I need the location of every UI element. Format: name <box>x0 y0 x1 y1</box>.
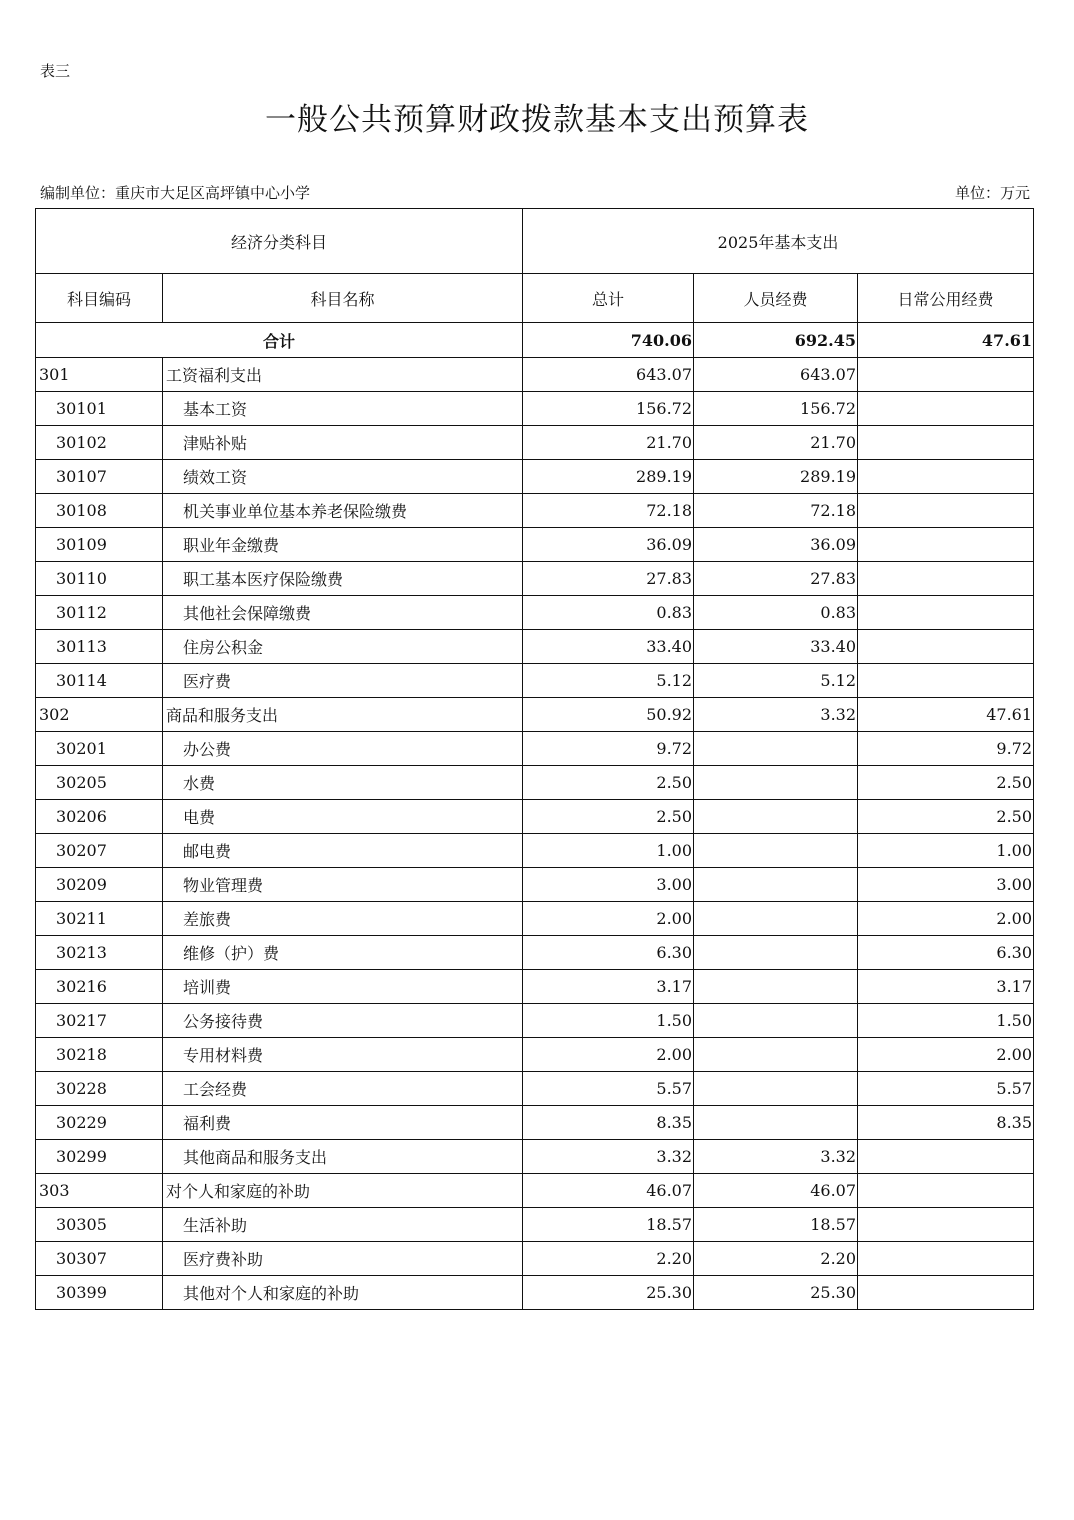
row-total: 1.50 <box>523 1004 694 1038</box>
row-name: 福利费 <box>163 1106 523 1140</box>
row-personnel <box>694 834 858 868</box>
row-total: 2.00 <box>523 1038 694 1072</box>
total-total: 740.06 <box>523 323 694 358</box>
table-row <box>36 1140 1034 1174</box>
table-row <box>36 358 1034 392</box>
row-total: 9.72 <box>523 732 694 766</box>
row-code: 30217 <box>36 1004 163 1038</box>
row-personnel <box>694 936 858 970</box>
budget-table <box>35 208 1034 1310</box>
row-personnel: 46.07 <box>694 1174 858 1208</box>
row-public <box>858 528 1034 562</box>
row-personnel <box>694 902 858 936</box>
row-total: 5.57 <box>523 1072 694 1106</box>
row-personnel <box>694 970 858 1004</box>
table-row <box>36 1208 1034 1242</box>
row-total: 156.72 <box>523 392 694 426</box>
row-name: 物业管理费 <box>163 868 523 902</box>
row-code: 30399 <box>36 1276 163 1310</box>
row-personnel: 18.57 <box>694 1208 858 1242</box>
row-name: 其他对个人和家庭的补助 <box>163 1276 523 1310</box>
table-row <box>36 392 1034 426</box>
row-public <box>858 494 1034 528</box>
row-personnel: 36.09 <box>694 528 858 562</box>
row-public: 2.00 <box>858 1038 1034 1072</box>
total-label: 合计 <box>36 323 523 358</box>
row-public <box>858 1276 1034 1310</box>
table-row <box>36 834 1034 868</box>
row-total: 0.83 <box>523 596 694 630</box>
row-public <box>858 1174 1034 1208</box>
table-row <box>36 1242 1034 1276</box>
row-name: 津贴补贴 <box>163 426 523 460</box>
row-personnel: 2.20 <box>694 1242 858 1276</box>
row-public: 5.57 <box>858 1072 1034 1106</box>
table-row <box>36 766 1034 800</box>
row-name: 工资福利支出 <box>163 358 523 392</box>
table-row <box>36 528 1034 562</box>
row-name: 医疗费 <box>163 664 523 698</box>
row-personnel: 27.83 <box>694 562 858 596</box>
row-public <box>858 460 1034 494</box>
row-total: 27.83 <box>523 562 694 596</box>
header-basic-expense: 2025年基本支出 <box>523 209 1034 274</box>
table-row <box>36 494 1034 528</box>
row-name: 其他社会保障缴费 <box>163 596 523 630</box>
row-code: 30209 <box>36 868 163 902</box>
table-row <box>36 1276 1034 1310</box>
row-name: 商品和服务支出 <box>163 698 523 732</box>
row-code: 30305 <box>36 1208 163 1242</box>
org-name: 编制单位：重庆市大足区高坪镇中心小学 <box>40 184 311 202</box>
row-personnel: 25.30 <box>694 1276 858 1310</box>
row-public: 2.50 <box>858 800 1034 834</box>
row-code: 30114 <box>36 664 163 698</box>
table-row <box>36 868 1034 902</box>
row-code: 30299 <box>36 1140 163 1174</box>
table-row <box>36 426 1034 460</box>
row-total: 2.50 <box>523 800 694 834</box>
row-code: 30211 <box>36 902 163 936</box>
row-personnel <box>694 1004 858 1038</box>
row-personnel: 643.07 <box>694 358 858 392</box>
row-total: 5.12 <box>523 664 694 698</box>
row-public <box>858 596 1034 630</box>
row-total: 50.92 <box>523 698 694 732</box>
row-public <box>858 630 1034 664</box>
row-public: 3.17 <box>858 970 1034 1004</box>
page-title: 一般公共预算财政拨款基本支出预算表 <box>265 102 809 138</box>
row-personnel <box>694 1106 858 1140</box>
table-row <box>36 562 1034 596</box>
row-public <box>858 1208 1034 1242</box>
row-code: 303 <box>36 1174 163 1208</box>
row-code: 30102 <box>36 426 163 460</box>
row-personnel: 0.83 <box>694 596 858 630</box>
row-personnel <box>694 1038 858 1072</box>
row-code: 30101 <box>36 392 163 426</box>
row-name: 公务接待费 <box>163 1004 523 1038</box>
row-total: 21.70 <box>523 426 694 460</box>
row-personnel <box>694 800 858 834</box>
row-name: 绩效工资 <box>163 460 523 494</box>
row-personnel: 3.32 <box>694 698 858 732</box>
row-public <box>858 358 1034 392</box>
row-public <box>858 426 1034 460</box>
row-name: 对个人和家庭的补助 <box>163 1174 523 1208</box>
header-total: 总计 <box>523 274 694 323</box>
row-public <box>858 1140 1034 1174</box>
row-personnel <box>694 1072 858 1106</box>
row-total: 18.57 <box>523 1208 694 1242</box>
header-code: 科目编码 <box>36 274 163 323</box>
table-row <box>36 596 1034 630</box>
row-name: 维修（护）费 <box>163 936 523 970</box>
row-code: 30109 <box>36 528 163 562</box>
row-public <box>858 562 1034 596</box>
row-code: 30307 <box>36 1242 163 1276</box>
table-row <box>36 460 1034 494</box>
row-public: 47.61 <box>858 698 1034 732</box>
row-name: 工会经费 <box>163 1072 523 1106</box>
table-row <box>36 1004 1034 1038</box>
row-total: 8.35 <box>523 1106 694 1140</box>
header-name: 科目名称 <box>163 274 523 323</box>
row-total: 46.07 <box>523 1174 694 1208</box>
row-name: 电费 <box>163 800 523 834</box>
table-label: 表三 <box>40 62 71 80</box>
row-code: 30113 <box>36 630 163 664</box>
header-econ-class: 经济分类科目 <box>36 209 523 274</box>
row-name: 住房公积金 <box>163 630 523 664</box>
row-personnel: 3.32 <box>694 1140 858 1174</box>
row-code: 30205 <box>36 766 163 800</box>
row-personnel: 72.18 <box>694 494 858 528</box>
row-public: 2.00 <box>858 902 1034 936</box>
row-name: 其他商品和服务支出 <box>163 1140 523 1174</box>
row-total: 643.07 <box>523 358 694 392</box>
row-name: 机关事业单位基本养老保险缴费 <box>163 494 523 528</box>
table-row <box>36 1072 1034 1106</box>
row-name: 水费 <box>163 766 523 800</box>
row-personnel: 5.12 <box>694 664 858 698</box>
row-name: 基本工资 <box>163 392 523 426</box>
row-total: 6.30 <box>523 936 694 970</box>
row-public <box>858 1242 1034 1276</box>
row-name: 医疗费补助 <box>163 1242 523 1276</box>
table-row <box>36 732 1034 766</box>
row-public: 1.00 <box>858 834 1034 868</box>
total-personnel: 692.45 <box>694 323 858 358</box>
row-total: 33.40 <box>523 630 694 664</box>
table-row <box>36 698 1034 732</box>
row-code: 30213 <box>36 936 163 970</box>
row-total: 2.00 <box>523 902 694 936</box>
row-code: 30218 <box>36 1038 163 1072</box>
row-total: 3.17 <box>523 970 694 1004</box>
header-row-top <box>36 209 1034 274</box>
row-code: 30108 <box>36 494 163 528</box>
row-total: 2.20 <box>523 1242 694 1276</box>
row-public: 6.30 <box>858 936 1034 970</box>
row-public: 8.35 <box>858 1106 1034 1140</box>
row-personnel <box>694 868 858 902</box>
table-row <box>36 1038 1034 1072</box>
row-personnel: 156.72 <box>694 392 858 426</box>
row-code: 30216 <box>36 970 163 1004</box>
row-code: 30112 <box>36 596 163 630</box>
table-row <box>36 970 1034 1004</box>
row-total: 2.50 <box>523 766 694 800</box>
row-public: 2.50 <box>858 766 1034 800</box>
header-public: 日常公用经费 <box>858 274 1034 323</box>
header-row-sub <box>36 274 1034 323</box>
table-row <box>36 902 1034 936</box>
row-name: 差旅费 <box>163 902 523 936</box>
row-code: 30229 <box>36 1106 163 1140</box>
row-public: 3.00 <box>858 868 1034 902</box>
row-personnel <box>694 732 858 766</box>
total-public: 47.61 <box>858 323 1034 358</box>
header-personnel: 人员经费 <box>694 274 858 323</box>
row-public: 9.72 <box>858 732 1034 766</box>
row-personnel: 289.19 <box>694 460 858 494</box>
row-code: 30228 <box>36 1072 163 1106</box>
row-total: 36.09 <box>523 528 694 562</box>
row-code: 302 <box>36 698 163 732</box>
row-public: 1.50 <box>858 1004 1034 1038</box>
row-name: 培训费 <box>163 970 523 1004</box>
row-name: 邮电费 <box>163 834 523 868</box>
row-personnel: 33.40 <box>694 630 858 664</box>
table-row <box>36 664 1034 698</box>
row-personnel <box>694 766 858 800</box>
row-code: 30110 <box>36 562 163 596</box>
table-row <box>36 800 1034 834</box>
unit-label: 单位：万元 <box>954 184 1030 202</box>
row-name: 办公费 <box>163 732 523 766</box>
row-code: 30207 <box>36 834 163 868</box>
row-total: 25.30 <box>523 1276 694 1310</box>
row-personnel: 21.70 <box>694 426 858 460</box>
row-total: 1.00 <box>523 834 694 868</box>
row-total: 72.18 <box>523 494 694 528</box>
row-name: 职工基本医疗保险缴费 <box>163 562 523 596</box>
row-total: 289.19 <box>523 460 694 494</box>
row-public <box>858 664 1034 698</box>
row-code: 301 <box>36 358 163 392</box>
row-public <box>858 392 1034 426</box>
table-row <box>36 936 1034 970</box>
row-code: 30206 <box>36 800 163 834</box>
row-name: 职业年金缴费 <box>163 528 523 562</box>
row-total: 3.32 <box>523 1140 694 1174</box>
table-row <box>36 1106 1034 1140</box>
row-code: 30201 <box>36 732 163 766</box>
table-row <box>36 1174 1034 1208</box>
total-row <box>36 323 1034 358</box>
table-row <box>36 630 1034 664</box>
row-name: 专用材料费 <box>163 1038 523 1072</box>
row-name: 生活补助 <box>163 1208 523 1242</box>
row-total: 3.00 <box>523 868 694 902</box>
row-code: 30107 <box>36 460 163 494</box>
